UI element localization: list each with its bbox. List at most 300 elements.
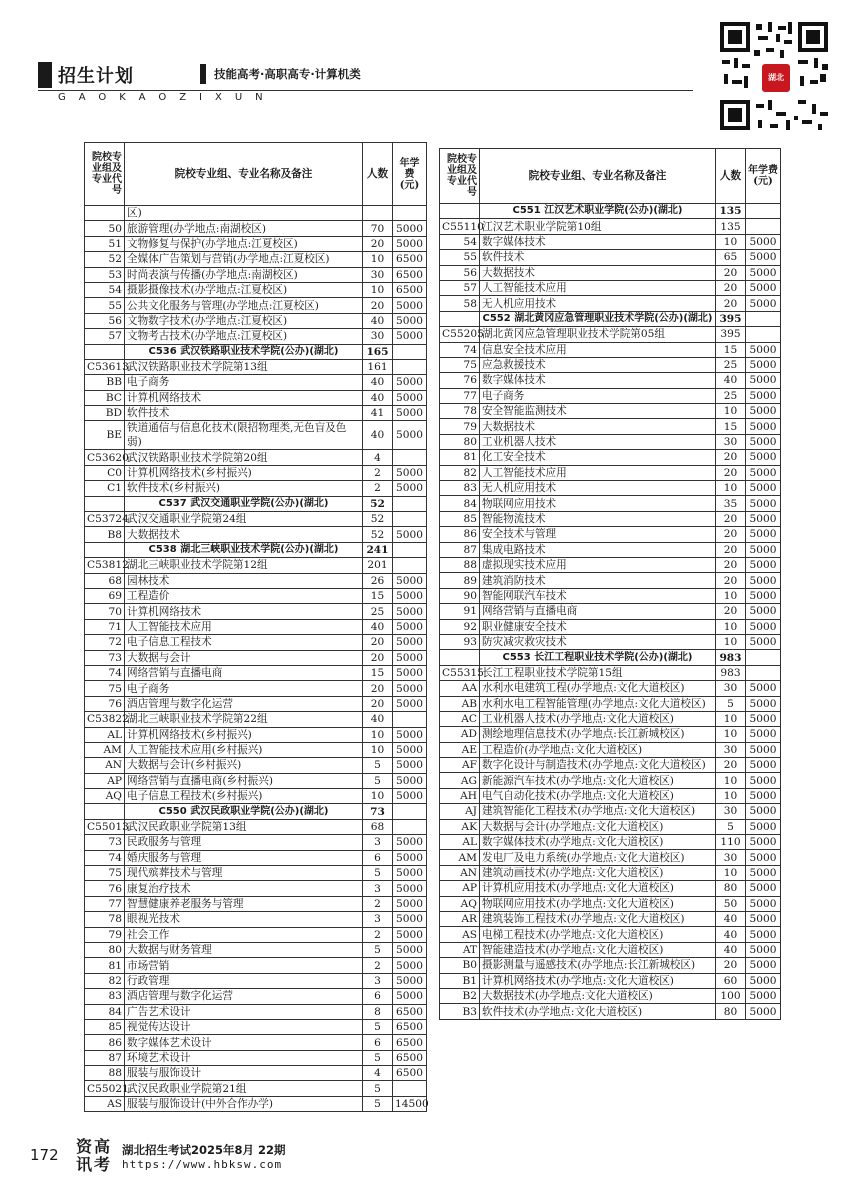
row-fee: 5000 (393, 527, 427, 542)
row-code (85, 206, 125, 221)
table-row (85, 927, 427, 942)
row-fee (746, 650, 781, 665)
row-count: 5 (363, 1019, 393, 1034)
row-fee: 5000 (393, 927, 427, 942)
row-count: 80 (716, 881, 746, 896)
row-count: 40 (716, 942, 746, 957)
col-header-name: 院校专业组、专业名称及备注 (480, 149, 716, 204)
col-header-count: 人数 (716, 149, 746, 204)
row-count: 20 (716, 557, 746, 572)
row-fee: 5000 (746, 434, 781, 449)
row-count: 5 (716, 819, 746, 834)
row-count: 6 (363, 989, 393, 1004)
row-count: 5 (363, 1096, 393, 1111)
row-fee: 5000 (393, 421, 427, 450)
row-count: 52 (363, 527, 393, 542)
row-name: 化工安全技术 (480, 450, 716, 465)
table-row (440, 819, 781, 834)
row-name: 安全技术与管理 (480, 527, 716, 542)
table-row (440, 373, 781, 388)
row-fee: 5000 (746, 527, 781, 542)
row-name: 时尚表演与传播(办学地点:南湖校区) (125, 267, 363, 282)
row-name: C552 湖北黄冈应急管理职业技术学院(公办)(湖北) (480, 311, 716, 326)
row-code: AL (440, 835, 480, 850)
table-row (85, 313, 427, 328)
row-code: 75 (85, 681, 125, 696)
table-row (440, 342, 781, 357)
row-name: 全媒体广告策划与营销(办学地点:江夏校区) (125, 252, 363, 267)
table-row (85, 850, 427, 865)
row-name: 建筑动画技术(办学地点:文化大道校区) (480, 865, 716, 880)
row-name: 数字媒体技术(办学地点:文化大道校区) (480, 835, 716, 850)
row-count: 395 (716, 311, 746, 326)
row-code: 78 (440, 404, 480, 419)
table-row (85, 1066, 427, 1081)
row-fee: 5000 (746, 958, 781, 973)
row-code: 75 (85, 866, 125, 881)
row-count: 15 (716, 342, 746, 357)
row-fee: 5000 (746, 357, 781, 372)
row-name: 软件技术 (125, 406, 363, 421)
row-name: 湖北黄冈应急管理职业技术学院第05组 (480, 327, 716, 342)
row-count: 10 (716, 404, 746, 419)
table-row (85, 298, 427, 313)
publication-url[interactable]: https://www.hbksw.com (122, 1158, 283, 1171)
row-name: 江汉艺术职业学院第10组 (480, 219, 716, 234)
row-name: 数字媒体技术 (480, 373, 716, 388)
header-divider-mark (200, 64, 206, 84)
row-name: 数字媒体艺术设计 (125, 1035, 363, 1050)
row-name: 软件技术(乡村振兴) (125, 481, 363, 496)
table-row (440, 357, 781, 372)
row-fee: 5000 (393, 696, 427, 711)
row-fee: 5000 (746, 496, 781, 511)
row-name: 工业机器人技术(办学地点:文化大道校区) (480, 711, 716, 726)
row-code: C53724 (85, 512, 125, 527)
row-name: 武汉铁路职业技术学院第20组 (125, 450, 363, 465)
row-fee: 5000 (393, 313, 427, 328)
table-row (440, 280, 781, 295)
table-row (85, 359, 427, 374)
row-name: 电气自动化技术(办学地点:文化大道校区) (480, 788, 716, 803)
row-name: 服装与服饰设计(中外合作办学) (125, 1096, 363, 1111)
row-fee: 5000 (746, 927, 781, 942)
table-row (440, 911, 781, 926)
row-fee: 5000 (393, 773, 427, 788)
table-row (440, 773, 781, 788)
row-count: 6 (363, 850, 393, 865)
row-count: 30 (716, 850, 746, 865)
row-code: C53620 (85, 450, 125, 465)
table-row (440, 465, 781, 480)
row-code: 79 (440, 419, 480, 434)
row-fee: 5000 (393, 573, 427, 588)
row-count: 5 (363, 1050, 393, 1065)
row-fee: 5000 (746, 804, 781, 819)
row-count: 4 (363, 450, 393, 465)
col-header-name: 院校专业组、专业名称及备注 (125, 143, 363, 206)
row-count: 15 (363, 665, 393, 680)
table-row (440, 634, 781, 649)
row-fee: 5000 (746, 588, 781, 603)
row-fee: 5000 (746, 881, 781, 896)
row-count: 10 (363, 789, 393, 804)
row-code: C1 (85, 481, 125, 496)
row-name: 人工智能技术应用 (480, 465, 716, 480)
row-fee: 5000 (393, 942, 427, 957)
row-fee: 5000 (393, 619, 427, 634)
row-name: 文物考古技术(办学地点:江夏校区) (125, 329, 363, 344)
row-fee: 5000 (746, 942, 781, 957)
row-count: 20 (716, 465, 746, 480)
row-fee (393, 359, 427, 374)
table-row (85, 1004, 427, 1019)
table-row (85, 588, 427, 603)
row-name: 摄影摄像技术(办学地点:江夏校区) (125, 282, 363, 297)
row-code: 85 (85, 1019, 125, 1034)
row-name: 武汉民政职业学院第21组 (125, 1081, 363, 1096)
row-code: 89 (440, 573, 480, 588)
row-count: 10 (716, 865, 746, 880)
row-name: 人工智能技术应用(乡村振兴) (125, 742, 363, 757)
row-code: 76 (440, 373, 480, 388)
row-code: 90 (440, 588, 480, 603)
row-name: 电子商务 (480, 388, 716, 403)
row-name: 环境艺术设计 (125, 1050, 363, 1065)
row-count: 40 (363, 313, 393, 328)
table-row (440, 742, 781, 757)
row-count: 161 (363, 359, 393, 374)
row-name: 眼视光技术 (125, 912, 363, 927)
row-code: B0 (440, 958, 480, 973)
row-code: B8 (85, 527, 125, 542)
row-count: 10 (363, 727, 393, 742)
row-code: BB (85, 375, 125, 390)
table-row (440, 958, 781, 973)
row-code: 82 (85, 973, 125, 988)
row-name: 铁道通信与信息化技术(限招物理类,无色盲及色弱) (125, 421, 363, 450)
table-row (85, 1081, 427, 1096)
row-fee: 5000 (746, 973, 781, 988)
table-row (440, 604, 781, 619)
row-name: 民政服务与管理 (125, 835, 363, 850)
table-row (85, 267, 427, 282)
row-fee: 5000 (746, 573, 781, 588)
row-name: 信息安全技术应用 (480, 342, 716, 357)
row-name: 水利水电建筑工程(办学地点:文化大道校区) (480, 681, 716, 696)
table-row (85, 604, 427, 619)
row-fee: 6500 (393, 252, 427, 267)
table-row (85, 896, 427, 911)
row-count (363, 206, 393, 221)
row-count: 10 (363, 742, 393, 757)
row-fee (393, 206, 427, 221)
row-fee: 6500 (393, 267, 427, 282)
row-count: 6 (363, 1035, 393, 1050)
row-name: 发电厂及电力系统(办学地点:文化大道校区) (480, 850, 716, 865)
row-code: 93 (440, 634, 480, 649)
row-name: 广告艺术设计 (125, 1004, 363, 1019)
row-name: 康复治疗技术 (125, 881, 363, 896)
table-row (85, 989, 427, 1004)
row-count: 73 (363, 804, 393, 819)
row-name: 软件技术 (480, 250, 716, 265)
row-fee: 5000 (393, 329, 427, 344)
row-fee: 5000 (746, 604, 781, 619)
row-count: 15 (363, 588, 393, 603)
table-row (440, 496, 781, 511)
row-code: 87 (440, 542, 480, 557)
row-code: 55 (440, 250, 480, 265)
row-count: 10 (716, 634, 746, 649)
publication-name: 湖北招生考试2025年8月 22期 (122, 1143, 286, 1157)
row-fee: 5000 (393, 588, 427, 603)
table-row (85, 819, 427, 834)
row-fee: 5000 (746, 234, 781, 249)
row-name: 水利水电工程智能管理(办学地点:文化大道校区) (480, 696, 716, 711)
row-count: 100 (716, 988, 746, 1003)
row-code: 74 (85, 665, 125, 680)
row-count: 5 (363, 866, 393, 881)
table-row (85, 465, 427, 480)
row-count: 35 (716, 496, 746, 511)
row-count: 983 (716, 665, 746, 680)
table-row (440, 1004, 781, 1019)
row-fee (393, 804, 427, 819)
row-count: 20 (716, 450, 746, 465)
table-row (440, 727, 781, 742)
table-row (85, 421, 427, 450)
row-fee (393, 512, 427, 527)
row-name: 公共文化服务与管理(办学地点:江夏校区) (125, 298, 363, 313)
table-row (440, 804, 781, 819)
row-name: 摄影测量与遥感技术(办学地点:长江新城校区) (480, 958, 716, 973)
row-name: 职业健康安全技术 (480, 619, 716, 634)
row-name: 集成电路技术 (480, 542, 716, 557)
row-count: 40 (363, 390, 393, 405)
row-fee: 5000 (393, 958, 427, 973)
row-name: 虚拟现实技术应用 (480, 557, 716, 572)
row-code: 86 (85, 1035, 125, 1050)
row-fee: 5000 (746, 450, 781, 465)
row-fee: 5000 (746, 280, 781, 295)
row-fee: 5000 (746, 388, 781, 403)
row-name: 旅游管理(办学地点:南湖校区) (125, 221, 363, 236)
row-fee: 5000 (393, 881, 427, 896)
table-row (85, 573, 427, 588)
row-fee: 5000 (746, 835, 781, 850)
row-name: 智慧健康养老服务与管理 (125, 896, 363, 911)
row-code: AJ (440, 804, 480, 819)
row-count: 3 (363, 881, 393, 896)
table-row (440, 758, 781, 773)
row-fee (393, 344, 427, 359)
row-fee: 5000 (393, 896, 427, 911)
row-count: 70 (363, 221, 393, 236)
row-fee (393, 558, 427, 573)
row-code: AC (440, 711, 480, 726)
row-count: 20 (363, 236, 393, 251)
row-code: 80 (440, 434, 480, 449)
row-fee: 5000 (746, 1004, 781, 1019)
row-count: 10 (363, 282, 393, 297)
row-fee: 5000 (746, 634, 781, 649)
row-count: 40 (716, 373, 746, 388)
col-header-code: 院校专业组及专业代号 (85, 143, 125, 206)
row-fee: 5000 (746, 465, 781, 480)
row-name: 计算机网络技术(办学地点:文化大道校区) (480, 973, 716, 988)
row-name: 大数据与会计(乡村振兴) (125, 758, 363, 773)
row-code: AS (440, 927, 480, 942)
row-fee: 5000 (746, 557, 781, 572)
table-row (85, 727, 427, 742)
row-fee: 5000 (393, 298, 427, 313)
row-fee: 5000 (746, 419, 781, 434)
row-fee: 5000 (746, 819, 781, 834)
row-name: 行政管理 (125, 973, 363, 988)
row-name: 工程造价(办学地点:文化大道校区) (480, 742, 716, 757)
row-count: 20 (716, 527, 746, 542)
school-row (85, 542, 427, 557)
row-code: AN (440, 865, 480, 880)
row-fee: 6500 (393, 1066, 427, 1081)
row-name: 文物数字技术(办学地点:江夏校区) (125, 313, 363, 328)
row-fee: 5000 (393, 390, 427, 405)
row-code: AE (440, 742, 480, 757)
row-count: 41 (363, 406, 393, 421)
header-rule (38, 90, 693, 91)
row-code: AM (440, 850, 480, 865)
row-name: 数字化设计与制造技术(办学地点:文化大道校区) (480, 758, 716, 773)
row-code: 55 (85, 298, 125, 313)
row-code: 56 (440, 265, 480, 280)
row-fee: 5000 (393, 236, 427, 251)
table-row (85, 1035, 427, 1050)
row-name: 武汉铁路职业技术学院第13组 (125, 359, 363, 374)
school-row (85, 344, 427, 359)
row-code: BE (85, 421, 125, 450)
row-count: 10 (716, 588, 746, 603)
row-name: 区) (125, 206, 363, 221)
row-count: 52 (363, 496, 393, 511)
row-count: 20 (363, 650, 393, 665)
table-row (85, 1019, 427, 1034)
row-count: 135 (716, 204, 746, 219)
table-row (85, 973, 427, 988)
section-title: 招生计划 (58, 66, 134, 87)
row-name: 现代殡葬技术与管理 (125, 866, 363, 881)
left-enrollment-table (84, 142, 427, 1112)
table-row (85, 406, 427, 421)
row-count: 2 (363, 896, 393, 911)
row-fee: 5000 (746, 373, 781, 388)
row-name: 电梯工程技术(办学地点:文化大道校区) (480, 927, 716, 942)
row-fee: 5000 (746, 773, 781, 788)
row-count: 5 (363, 942, 393, 957)
table-row (440, 619, 781, 634)
row-count: 2 (363, 481, 393, 496)
row-name: 园林技术 (125, 573, 363, 588)
row-name: C536 武汉铁路职业技术学院(公办)(湖北) (125, 344, 363, 359)
row-count: 40 (363, 375, 393, 390)
row-name: 电子商务 (125, 375, 363, 390)
row-fee: 5000 (393, 866, 427, 881)
table-row (440, 250, 781, 265)
row-count: 20 (716, 604, 746, 619)
row-count: 983 (716, 650, 746, 665)
table-row (440, 404, 781, 419)
row-count: 52 (363, 512, 393, 527)
table-row (85, 958, 427, 973)
table-row (85, 758, 427, 773)
row-code: 76 (85, 881, 125, 896)
row-code (85, 804, 125, 819)
row-name: 智能网联汽车技术 (480, 588, 716, 603)
row-code: C55205 (440, 327, 480, 342)
row-fee: 5000 (393, 973, 427, 988)
table-row (440, 388, 781, 403)
row-count: 30 (363, 267, 393, 282)
row-code: 81 (85, 958, 125, 973)
table-row (440, 835, 781, 850)
row-code: 80 (85, 942, 125, 957)
row-code: 88 (85, 1066, 125, 1081)
row-count: 20 (716, 265, 746, 280)
row-code: 53 (85, 267, 125, 282)
row-count: 5 (716, 696, 746, 711)
row-count: 4 (363, 1066, 393, 1081)
row-code: 83 (440, 481, 480, 496)
row-code: AG (440, 773, 480, 788)
row-code: AF (440, 758, 480, 773)
row-code: 77 (85, 896, 125, 911)
row-fee: 14500 (393, 1096, 427, 1111)
row-code: 56 (85, 313, 125, 328)
row-code (85, 542, 125, 557)
row-code: 88 (440, 557, 480, 572)
row-name: 湖北三峡职业技术学院第22组 (125, 712, 363, 727)
row-code: AK (440, 819, 480, 834)
row-name: 物联网应用技术 (480, 496, 716, 511)
row-name: 建筑智能化工程技术(办学地点:文化大道校区) (480, 804, 716, 819)
row-name: C538 湖北三峡职业技术学院(公办)(湖北) (125, 542, 363, 557)
row-code: 54 (85, 282, 125, 297)
row-code: 84 (440, 496, 480, 511)
row-name: 物联网应用技术(办学地点:文化大道校区) (480, 896, 716, 911)
row-fee: 6500 (393, 282, 427, 297)
table-row (440, 988, 781, 1003)
row-name: 数字媒体技术 (480, 234, 716, 249)
row-code: 82 (440, 465, 480, 480)
row-count: 20 (716, 958, 746, 973)
table-row (440, 527, 781, 542)
row-name: 新能源汽车技术(办学地点:文化大道校区) (480, 773, 716, 788)
row-fee: 6500 (393, 1004, 427, 1019)
row-fee: 5000 (393, 650, 427, 665)
row-count: 165 (363, 344, 393, 359)
row-name: 大数据与会计(办学地点:文化大道校区) (480, 819, 716, 834)
row-code: C55110 (440, 219, 480, 234)
col-header-code: 院校专业组及专业代号 (440, 149, 480, 204)
table-row (85, 252, 427, 267)
row-name: 大数据与会计 (125, 650, 363, 665)
row-count: 201 (363, 558, 393, 573)
school-row (440, 204, 781, 219)
row-count: 30 (716, 804, 746, 819)
publication-logo: 资高讯考 (76, 1137, 113, 1174)
table-row (85, 558, 427, 573)
row-count: 10 (716, 788, 746, 803)
